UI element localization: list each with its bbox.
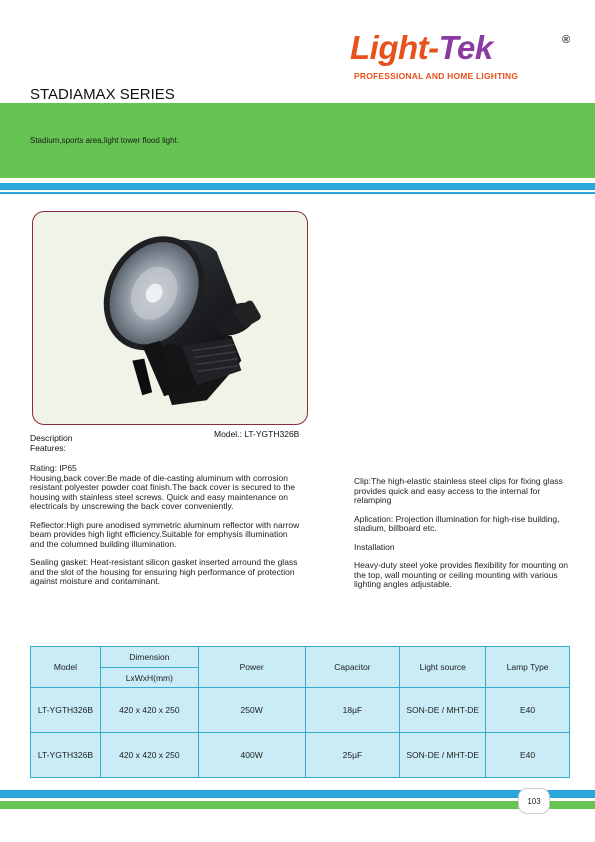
features-left-column — [30, 464, 302, 596]
header-dimension-unit: LxWxH(mm) — [100, 668, 198, 688]
feature-paragraph-application: Aplication: Projection illumination for high-rise building, stadium, billboard etc. — [354, 513, 560, 533]
blue-divider-thick — [0, 183, 595, 190]
cell-lamp-type: E40 — [486, 733, 570, 778]
logo-tagline: PROFESSIONAL AND HOME LIGHTING — [354, 71, 519, 81]
footer-green-band — [0, 801, 595, 809]
cell-dimension: 420 x 420 x 250 — [100, 733, 198, 778]
brand-logo — [350, 30, 580, 85]
series-title: STADIAMAX SERIES — [30, 86, 175, 103]
cell-light-source: SON-DE / MHT-DE — [400, 733, 486, 778]
feature-paragraph-housing: Rating: IP65 Housing,back cover:Be made of die-casting aluminum with corrosion resistant polyester powder coat finish.The back cover is secured to the housing with stainless steel screws. Quick and easy maintenance on electricals by unscrewing the back cover conveniently. — [30, 463, 296, 511]
features-heading: Features: — [30, 443, 66, 453]
cell-power: 250W — [198, 688, 305, 733]
registered-mark: ® — [562, 34, 571, 46]
footer-blue-band — [0, 790, 595, 798]
series-subtitle: Stadium,sports area,light tower flood light. — [30, 136, 179, 145]
logo-text-light: Light- — [350, 29, 439, 66]
description-heading: Description — [30, 433, 73, 443]
cell-model: LT-YGTH326B — [31, 733, 101, 778]
table-header-row — [31, 647, 570, 668]
cell-capacitor: 18µF — [305, 688, 400, 733]
feature-paragraph-clip: Clip:The high-elastic stainless steel clips for fixing glass provides quick and easy access to the internal for relamping — [354, 476, 563, 505]
cell-lamp-type: E40 — [486, 688, 570, 733]
model-number-label: Model.: LT-YGTH326B — [214, 429, 300, 439]
cell-model: LT-YGTH326B — [31, 688, 101, 733]
header-light-source: Light source — [400, 647, 486, 688]
header-lamp-type: Lamp Type — [486, 647, 570, 688]
spec-table — [30, 646, 570, 778]
header-model: Model — [31, 647, 101, 688]
logo-text-tek: Tek — [438, 29, 493, 66]
blue-divider-thin — [0, 192, 595, 194]
feature-paragraph-reflector: Reflector:High pure anodised symmetric aluminum reflector with narrow beam provides high light efficiency.Suitable for emphysis illumination and the columned building illumination. — [30, 519, 300, 549]
header-dimension: Dimension — [100, 647, 198, 668]
product-photo-frame — [32, 211, 308, 425]
feature-paragraph-installation-heading: Installation — [354, 541, 395, 552]
page-number: 103 — [518, 788, 550, 814]
table-row — [31, 733, 570, 778]
logo-wordmark — [350, 30, 493, 66]
table-row — [31, 688, 570, 733]
cell-dimension: 420 x 420 x 250 — [100, 688, 198, 733]
cell-capacitor: 25µF — [305, 733, 400, 778]
feature-paragraph-gasket: Sealing gasket: Heat-resistant silicon gasket inserted arround the glass and the slot of the housing for ensuring high performance of protection against moisture and contaminant. — [30, 557, 298, 586]
header-capacitor: Capacitor — [305, 647, 400, 688]
feature-paragraph-installation: Heavy-duty steel yoke provides flexibility for mounting on the top, wall mounting or ceiling mounting with various lighting angles adjustable. — [354, 560, 569, 589]
header-power: Power — [198, 647, 305, 688]
cell-power: 400W — [198, 733, 305, 778]
cell-light-source: SON-DE / MHT-DE — [400, 688, 486, 733]
features-right-column — [354, 477, 574, 599]
flood-light-fixture-icon — [33, 212, 307, 424]
